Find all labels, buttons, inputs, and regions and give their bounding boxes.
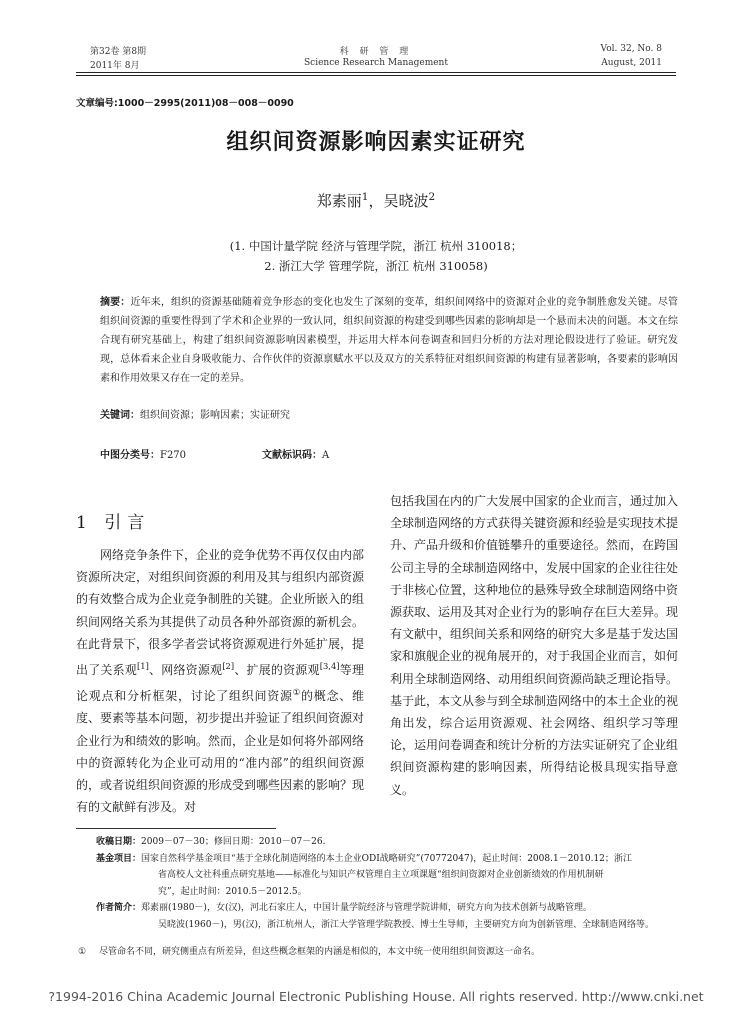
doc-code-label: 文献标识码： bbox=[262, 450, 322, 461]
keywords-label: 关键词： bbox=[100, 410, 140, 421]
footnotes bbox=[96, 834, 686, 933]
document-code bbox=[262, 446, 329, 461]
author-name: 郑素丽 bbox=[316, 192, 362, 210]
citation: [2] bbox=[222, 661, 235, 672]
body-paragraph: 包括我国在内的广大发展中国家的企业而言，通过加入全球制造网络的方式获得关键资源和经验是实现技术提升、产品升级和价值链攀升的重要途径。然而，在跨国公司主导的全球制造网络中，发展中国家的企业往往处于非核心位置，这种地位的悬殊导致全球制造网络中资源获取、运用及其对企业行为的影响存在巨大差异。现有文献中，组织间关系和网络的研究大多是基于发达国家和旗舰企业的视角展开的，对于我国企业而言，如何利用全球制造网络、动用组织间资源尚缺乏理论指导。基于此，本文从参与到全球制造网络中的本土企业的视角出发，综合运用资源观、社会网络、组织学习等理论，运用问卷调查和统计分析的方法实证研究了企业组织间资源构建的影响因素，所得结论极具现实指导意义。 bbox=[390, 494, 679, 797]
header-journal-cn: 科 研 管 理 bbox=[339, 47, 413, 57]
header-date-cn: 2011年 8月 bbox=[90, 61, 140, 71]
body-left-column bbox=[76, 544, 364, 818]
received-label: 收稿日期： bbox=[96, 837, 142, 847]
clc-number bbox=[100, 446, 186, 461]
header-journal-en: Science Research Management bbox=[304, 58, 448, 68]
keywords-text: 组织间资源；影响因素；实证研究 bbox=[140, 410, 290, 421]
concept-note bbox=[78, 944, 688, 957]
header-rule bbox=[76, 72, 676, 73]
body-text: 网络竞争条件下，企业的竞争优势不再仅仅由内部资源所决定，对组织间资源的利用及其与组织内部资源的有效整合成为企业竞争制胜的关键。企业所嵌入的组织间网络关系为其提供了动员各种外部资源的新机会。在此背景下，很多学者尝试将资源观进行外延扩展，提出了关系观 bbox=[76, 548, 365, 678]
note-text: 尽管命名不同，研究侧重点有所差异，但这些概念框架的内涵是相似的，本文中统一使用组织间资源这一命名。 bbox=[98, 947, 540, 957]
fund-text-cont: 究”，起止时间：2010.5－2012.5。 bbox=[158, 886, 307, 897]
citation: [1] bbox=[136, 661, 149, 672]
body-right-column bbox=[390, 490, 678, 801]
body-text: 的概念、维度、要素等基本问题，初步提出并验证了组织间资源对企业行为和绩效的影响。然而，企业是如何将外部网络中的资源转化为企业可动用的“准内部”的组织间资源的，或者说组织间资源的形成受到哪些因素的影响？现有的文献鲜有涉及。对 bbox=[76, 689, 365, 815]
footnote-fund bbox=[96, 851, 686, 868]
affiliation-1: (1. 中国计量学院 经济与管理学院，浙江 杭州 310018； bbox=[229, 239, 523, 253]
section-heading: 1 引言 bbox=[76, 513, 151, 533]
footnote-author bbox=[96, 900, 686, 917]
body-text: 、扩展的资源观 bbox=[234, 663, 320, 678]
note-mark: ① bbox=[78, 947, 87, 957]
author-affil-mark: 2 bbox=[428, 191, 436, 203]
doc-code-value: A bbox=[322, 450, 330, 461]
body-text: 、网络资源观 bbox=[148, 663, 223, 678]
received-text: 2009－07－30；修回日期：2010－07－26. bbox=[141, 837, 326, 847]
fund-label: 基金项目： bbox=[96, 853, 142, 864]
author-bio-text: 郑素丽(1980－)，女(汉)，河北石家庄人，中国计量学院经济与管理学院讲师，研究方向为技术创新与战略管理。 bbox=[141, 903, 592, 913]
header-volume-cn: 第32卷 第8期 bbox=[90, 47, 147, 57]
abstract-text: 近年来，组织的资源基础随着竞争形态的变化也发生了深刻的变革，组织间网络中的资源对企业的竞争制胜愈发关键。尽管组织间资源的重要性得到了学术和企业界的一致认同，组织间资源的构建受到哪些因素的影响却是一个悬而未决的问题。本文在综合现有研究基础上，构建了组织间资源影响因素模型，并运用大样本问卷调查和回归分析的方法对理论假设进行了验证。研究发现，总体看来企业自身吸收能力、合作伙伴的资源禀赋水平以及双方的关系特征对组织间资源的构建有显著影响，各要素的影响因素和作用效果又存在一定的差异。 bbox=[100, 297, 679, 384]
footnote-received bbox=[96, 834, 686, 851]
author-bio-label: 作者简介： bbox=[96, 903, 142, 913]
body-paragraph bbox=[76, 544, 364, 818]
clc-value: F270 bbox=[160, 450, 187, 461]
clc-label: 中图分类号： bbox=[100, 450, 160, 461]
keywords bbox=[100, 406, 290, 421]
copyright-line: ?1994-2016 China Academic Journal Electronic Publishing House. All rights reserved. http://www.cnki.net bbox=[48, 989, 704, 1004]
header-volume-en: Vol. 32, No. 8 bbox=[600, 44, 662, 54]
author-separator: ， bbox=[368, 192, 384, 210]
author-name: 吴晓波 bbox=[383, 192, 429, 210]
author-line bbox=[76, 190, 676, 211]
abstract-label: 摘要： bbox=[100, 297, 131, 308]
paper-title: 组织间资源影响因素实证研究 bbox=[226, 130, 526, 155]
abstract bbox=[100, 293, 678, 388]
affiliation-2: 2. 浙江大学 管理学院，浙江 杭州 310058) bbox=[264, 259, 488, 273]
article-number: 文章编号:1000－2995(2011)08－008－0090 bbox=[76, 98, 294, 109]
fund-text: 国家自然科学基金项目“基于全球化制造网络的本土企业ODI战略研究”(70772047)，起止时间：2008.1－2010.12；浙江 bbox=[141, 853, 632, 864]
citation: [3,4] bbox=[319, 661, 340, 672]
author-bio-text-2: 吴晓波(1960－)，男(汉)，浙江杭州人，浙江大学管理学院教授、博士生导师，主要研究方向为创新管理、全球制造网络等。 bbox=[158, 919, 654, 930]
header-rule-thin bbox=[76, 75, 676, 76]
footnote-rule bbox=[76, 828, 276, 829]
fund-text-cont: 省高校人文社科重点研究基地——标准化与知识产权管理自主立项课题“组织间资源对企业创新绩效的作用机制研 bbox=[158, 870, 604, 880]
body-text: 等理论观点和分析框架，讨论了组织间资源 bbox=[76, 663, 364, 704]
footnote-mark: ① bbox=[292, 687, 301, 698]
header-date-en: August, 2011 bbox=[601, 58, 662, 68]
author-affil-mark: 1 bbox=[361, 191, 369, 203]
